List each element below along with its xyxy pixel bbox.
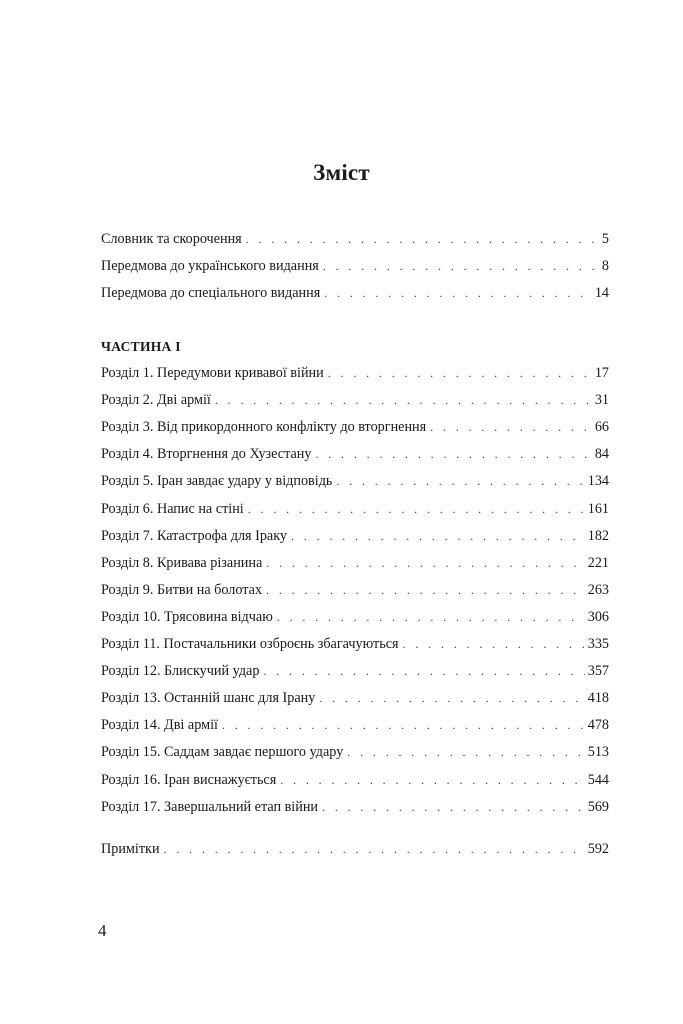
- toc-entry-page: 306: [587, 608, 609, 625]
- toc-dot-leader: [280, 769, 584, 791]
- toc-entry-page: 31: [594, 392, 609, 409]
- toc-dot-leader: [291, 525, 585, 547]
- toc-dot-leader: [266, 579, 585, 601]
- toc-entry-title: Розділ 8. Кривава різанина: [101, 554, 263, 571]
- toc-entry-chapter-12[interactable]: [101, 660, 609, 682]
- toc-entry-page: 17: [594, 365, 609, 381]
- toc-entry-page: 478: [587, 717, 609, 734]
- toc-entry-title: Розділ 11. Постачальники озброєнь збагачуються: [101, 636, 399, 652]
- toc-entry-page: 569: [587, 798, 609, 815]
- page-number: 4: [98, 921, 107, 940]
- toc-dot-leader: [266, 552, 584, 574]
- toc-entry-special-preface[interactable]: [101, 282, 609, 304]
- toc-entry-page: 544: [587, 771, 609, 788]
- toc-entry-chapter-14[interactable]: [101, 714, 609, 736]
- toc-dot-leader: [347, 741, 584, 763]
- toc-entry-page: 221: [587, 554, 609, 571]
- toc-entry-page: 357: [587, 663, 609, 680]
- toc-entry-page: 66: [594, 419, 609, 436]
- toc-entry-chapter-4[interactable]: [101, 443, 609, 465]
- toc-entry-title: Розділ 13. Останній шанс для Ірану: [101, 690, 316, 707]
- toc-entry-chapter-7[interactable]: [101, 525, 609, 547]
- toc-entry-ukrainian-preface[interactable]: [101, 255, 609, 277]
- toc-entry-chapter-6[interactable]: [101, 498, 609, 520]
- toc-entry-chapter-1[interactable]: [101, 362, 609, 384]
- toc-entry-title: Словник та скорочення: [101, 231, 242, 247]
- toc-entry-title: Розділ 1. Передумови кривавої війни: [101, 365, 324, 381]
- page-title: Зміст: [313, 160, 370, 185]
- toc-entry-page: 335: [587, 636, 609, 652]
- toc-dot-leader: [215, 389, 592, 411]
- toc-entry-page: 14: [594, 285, 609, 301]
- toc-dot-leader: [315, 443, 591, 465]
- toc-entry-title: Розділ 4. Вторгнення до Хузестану: [101, 446, 312, 463]
- toc-entry-title: Розділ 2. Дві армії: [101, 392, 211, 409]
- toc-entry-notes[interactable]: [101, 838, 609, 860]
- toc-entry-chapter-11[interactable]: [101, 633, 609, 655]
- toc-dot-leader: [323, 255, 599, 277]
- toc-dot-leader: [277, 606, 585, 628]
- toc-entry-title: Розділ 6. Напис на стіні: [101, 500, 244, 517]
- toc-entry-title: Розділ 3. Від прикордонного конфлікту до вторгнення: [101, 419, 427, 436]
- toc-entry-title: Розділ 14. Дві армії: [101, 717, 218, 734]
- toc-entry-page: 5: [601, 231, 609, 247]
- toc-entry-title: Розділ 10. Трясовина відчаю: [101, 608, 273, 625]
- toc-entry-title: Примітки: [101, 841, 160, 857]
- toc-dot-leader: [319, 687, 584, 709]
- toc-entry-title: Розділ 16. Іран виснажується: [101, 771, 277, 788]
- toc-dot-leader: [263, 660, 584, 682]
- toc-entry-title: Розділ 12. Блискучий удар: [101, 663, 260, 680]
- toc-entry-chapter-8[interactable]: [101, 552, 609, 574]
- toc-entry-page: 418: [587, 690, 609, 707]
- toc-entry-title: Розділ 17. Завершальний етап війни: [101, 798, 319, 815]
- toc-entry-page: 592: [587, 841, 609, 857]
- toc-dot-leader: [430, 416, 592, 438]
- toc-entry-chapter-3[interactable]: [101, 416, 609, 438]
- toc-dot-leader: [336, 470, 584, 492]
- toc-entry-chapter-15[interactable]: [101, 741, 609, 763]
- toc-entry-page: 263: [587, 581, 609, 598]
- toc-entry-chapter-5[interactable]: [101, 470, 609, 492]
- toc-entry-title: Розділ 5. Іран завдає удару у відповідь: [101, 473, 333, 490]
- toc-entry-glossary[interactable]: [101, 228, 609, 250]
- toc-entry-title: Розділ 15. Саддам завдає першого удару: [101, 744, 344, 761]
- toc-entry-page: 182: [587, 527, 609, 544]
- toc-entry-page: 513: [587, 744, 609, 761]
- toc-entry-page: 84: [594, 446, 609, 463]
- toc-dot-leader: [328, 362, 592, 384]
- toc-entry-chapter-9[interactable]: [101, 579, 609, 601]
- toc-entry-page: 8: [601, 258, 609, 274]
- toc-entry-chapter-17[interactable]: [101, 796, 609, 818]
- toc-entry-chapter-10[interactable]: [101, 606, 609, 628]
- toc-entry-title: Передмова до спеціального видання: [101, 285, 321, 301]
- toc-entry-page: 134: [587, 473, 609, 490]
- toc-entry-title: Розділ 9. Битви на болотах: [101, 581, 263, 598]
- toc-entry-chapter-2[interactable]: [101, 389, 609, 411]
- toc-dot-leader: [403, 633, 585, 655]
- toc-dot-leader: [246, 228, 599, 250]
- toc-dot-leader: [324, 282, 592, 304]
- toc-dot-leader: [322, 796, 585, 818]
- toc-entry-page: 161: [587, 500, 609, 517]
- toc-entry-chapter-13[interactable]: [101, 687, 609, 709]
- toc-entry-title: Передмова до українського видання: [101, 258, 319, 274]
- toc-dot-leader: [248, 498, 585, 520]
- part-heading: ЧАСТИНА І: [101, 339, 181, 354]
- toc-dot-leader: [222, 714, 585, 736]
- toc-dot-leader: [164, 838, 585, 860]
- toc-entry-title: Розділ 7. Катастрофа для Іраку: [101, 527, 287, 544]
- toc-entry-chapter-16[interactable]: [101, 769, 609, 791]
